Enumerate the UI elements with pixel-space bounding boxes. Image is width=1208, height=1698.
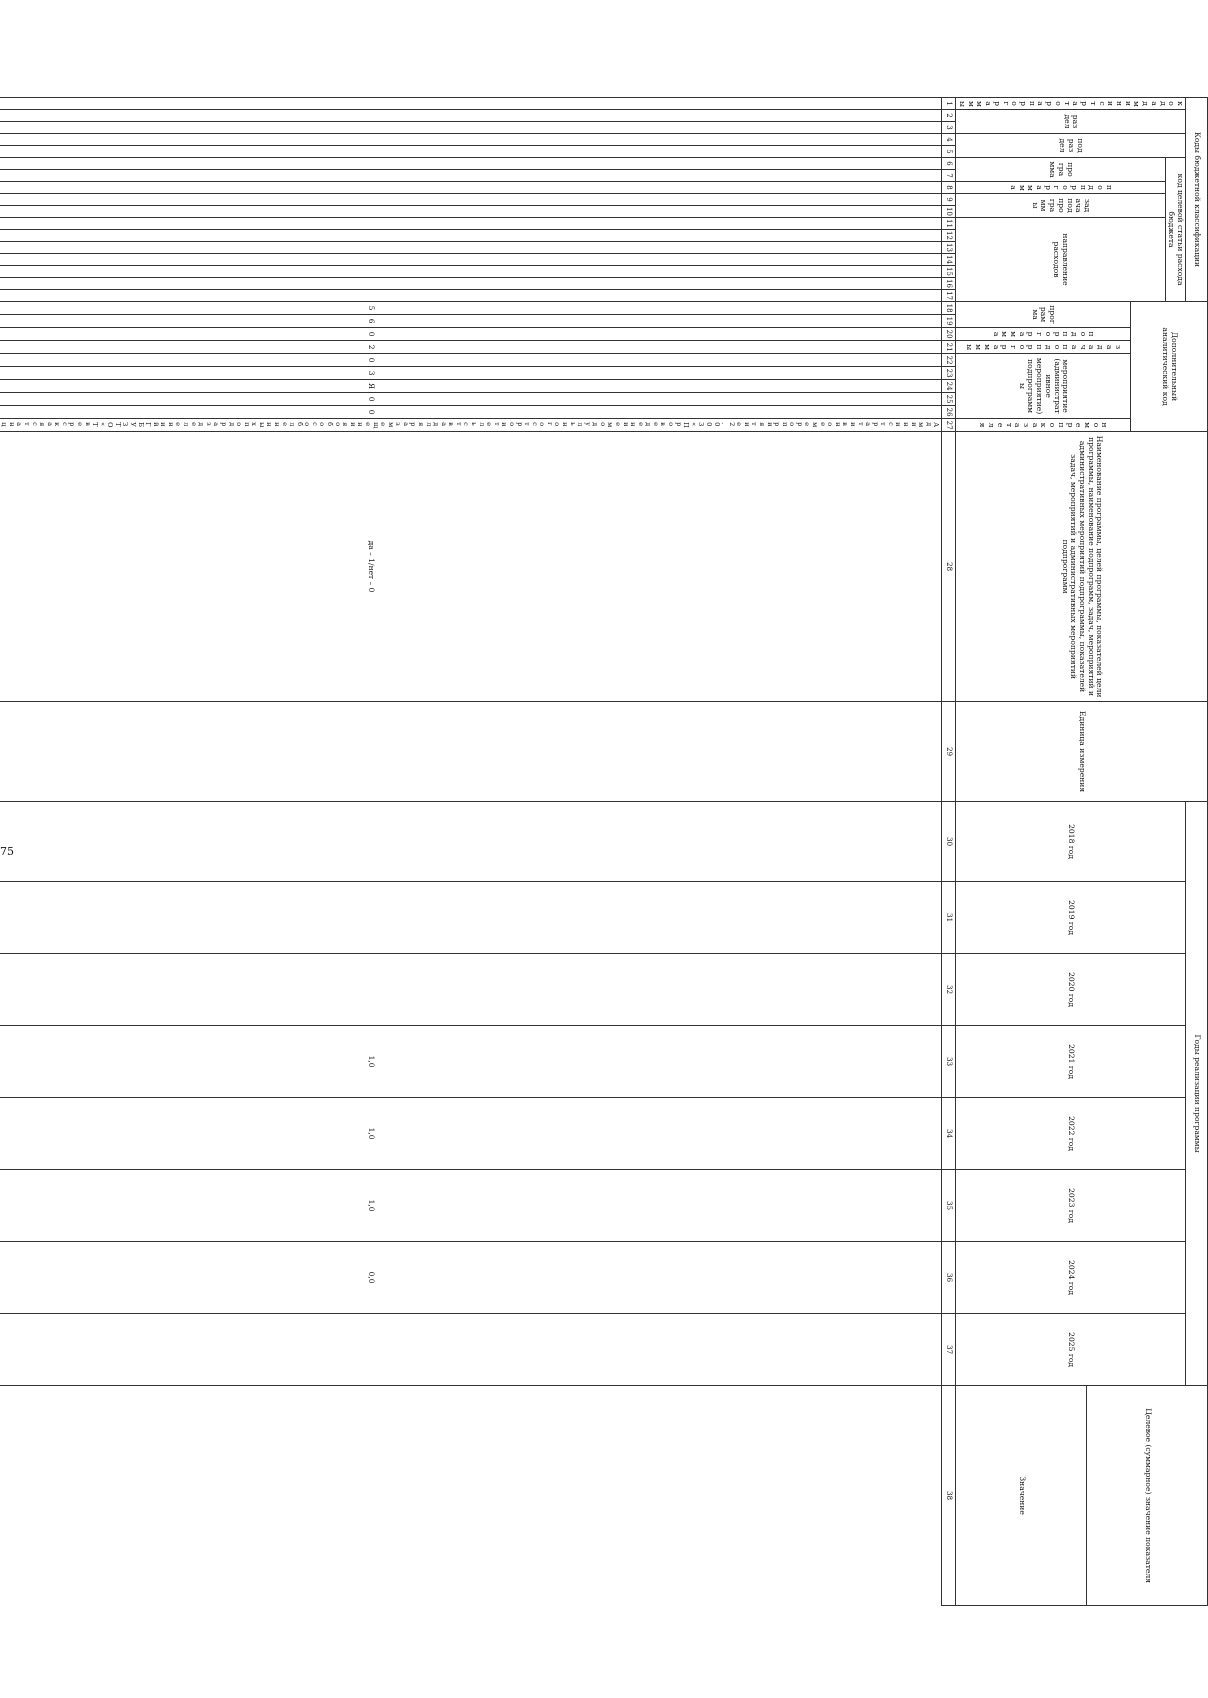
add-program-header: программа: [956, 302, 1131, 328]
program-header: программа: [956, 158, 1165, 182]
column-number: 4: [942, 134, 956, 146]
column-number: 22: [942, 354, 956, 367]
add-subprogram-header: подпрограмма: [956, 328, 1131, 341]
y2022-header: 2022 год: [956, 1098, 1186, 1170]
column-number: 14: [942, 254, 956, 266]
code-cell: [0, 290, 942, 302]
code-cell: 0: [0, 354, 942, 367]
code-cell: [0, 170, 942, 182]
column-number: 3: [942, 122, 956, 134]
column-number: 20: [942, 328, 956, 341]
y2025-header: 2025 год: [956, 1314, 1186, 1386]
column-number: 26: [942, 406, 956, 419]
column-number: 2: [942, 110, 956, 122]
column-number: 9: [942, 194, 956, 206]
section-header: раздел: [956, 110, 1186, 134]
year-value-cell: [0, 882, 942, 954]
year-value-cell: [0, 702, 942, 802]
y2019-header: 2019 год: [956, 882, 1186, 954]
add-indicator-header: номер показателя: [956, 419, 1131, 432]
code-cell: 2: [0, 341, 942, 354]
column-number: 34: [942, 1098, 956, 1170]
table-row: [0, 98, 942, 1606]
column-number: 19: [942, 315, 956, 328]
code-cell: [0, 146, 942, 158]
year-value-cell: [0, 954, 942, 1026]
column-number: 38: [942, 1386, 956, 1606]
column-number: 32: [942, 954, 956, 1026]
years-header: Годы реализации программы: [1186, 802, 1208, 1386]
year-value-cell: 1,0: [0, 1098, 942, 1170]
code-cell: 0: [0, 328, 942, 341]
column-number: 17: [942, 290, 956, 302]
code-cell: 5: [0, 302, 942, 315]
code-cell: [0, 266, 942, 278]
column-number: 29: [942, 702, 956, 802]
column-number: 18: [942, 302, 956, 315]
code-cell: [0, 110, 942, 122]
column-number: 23: [942, 367, 956, 380]
column-number: 1: [942, 98, 956, 110]
year-value-cell: 1,0: [0, 1026, 942, 1098]
column-number: 10: [942, 206, 956, 218]
code-cell: [0, 278, 942, 290]
column-number: 30: [942, 802, 956, 882]
code-cell: 3: [0, 367, 942, 380]
column-number: 13: [942, 242, 956, 254]
code-cell: [0, 98, 942, 110]
column-number: 7: [942, 170, 956, 182]
additional-code-header: Дополнительный аналитический код: [1130, 302, 1207, 432]
code-cell: [0, 182, 942, 194]
column-number: 12: [942, 230, 956, 242]
unit-cell: да – 1/нет – 0: [0, 432, 942, 702]
column-number: 31: [942, 882, 956, 954]
column-number: 15: [942, 266, 956, 278]
column-number: 33: [942, 1026, 956, 1098]
column-number: 16: [942, 278, 956, 290]
code-cell: [0, 194, 942, 206]
code-cell: [0, 158, 942, 170]
program-table: [0, 97, 1208, 1606]
column-number: 28: [942, 432, 956, 702]
year-value-cell: [0, 802, 942, 882]
column-number: 36: [942, 1242, 956, 1314]
value-header: Значение: [956, 1386, 1087, 1606]
budget-codes-header: Коды бюджетной классификации: [1186, 98, 1208, 302]
add-measure-header: мероприятие (административное мероприятие) подпрограммы: [956, 354, 1131, 419]
column-number: 6: [942, 158, 956, 170]
column-number: 35: [942, 1170, 956, 1242]
y2024-header: 2024 год: [956, 1242, 1186, 1314]
unit-header: Единица измерения: [956, 702, 1208, 802]
column-number: 11: [942, 218, 956, 230]
code-cell: 0: [0, 393, 942, 406]
year-value-cell: [0, 1314, 942, 1386]
code-cell: [0, 230, 942, 242]
y2018-header: 2018 год: [956, 802, 1186, 882]
code-cell: [0, 122, 942, 134]
target-header: Целевое (суммарное) значение показателя: [1087, 1386, 1208, 1606]
target-article-header: код целевой статьи расхода бюджета: [1165, 158, 1185, 302]
task-subprogram-header: задача подпрограммы: [956, 194, 1165, 218]
column-number: 5: [942, 146, 956, 158]
code-cell: [0, 206, 942, 218]
subsection-header: подраздел: [956, 134, 1186, 158]
y2021-header: 2021 год: [956, 1026, 1186, 1098]
code-cell: 0: [0, 406, 942, 419]
direction-header: направление расходов: [956, 218, 1165, 302]
code-cell: Я: [0, 380, 942, 393]
y2023-header: 2023 год: [956, 1170, 1186, 1242]
admin-code-header: код администратора программы: [956, 98, 1186, 110]
name-header: Наименование программы, целей программы, показателей цели программы, наименование подпрограмм, задач, мероприятий и административных мероприятий подпрограммы, показателей задач, мероприятий и административных мероприятий подпрограмм: [956, 432, 1208, 702]
code-cell: [0, 254, 942, 266]
column-number: 27: [942, 419, 956, 432]
column-number: 8: [942, 182, 956, 194]
year-value-cell: 0,0: [0, 1242, 942, 1314]
code-cell: [0, 134, 942, 146]
column-number: 24: [942, 380, 956, 393]
y2020-header: 2020 год: [956, 954, 1186, 1026]
subprogram-header: подпрограмма: [956, 182, 1165, 194]
code-cell: [0, 242, 942, 254]
page-number: 75: [0, 845, 14, 858]
column-number: 37: [942, 1314, 956, 1386]
code-cell: [0, 218, 942, 230]
add-task-header: задача подпрограммы: [956, 341, 1131, 354]
year-value-cell: 1,0: [0, 1170, 942, 1242]
row-name-cell: Административное мероприятие 2.003 «Проведение модульного строительства для размещения обособленных подразделений ГБУЗ ТО «Тверская станц: [0, 419, 942, 432]
column-number: 21: [942, 341, 956, 354]
column-number: 25: [942, 393, 956, 406]
code-cell: 6: [0, 315, 942, 328]
